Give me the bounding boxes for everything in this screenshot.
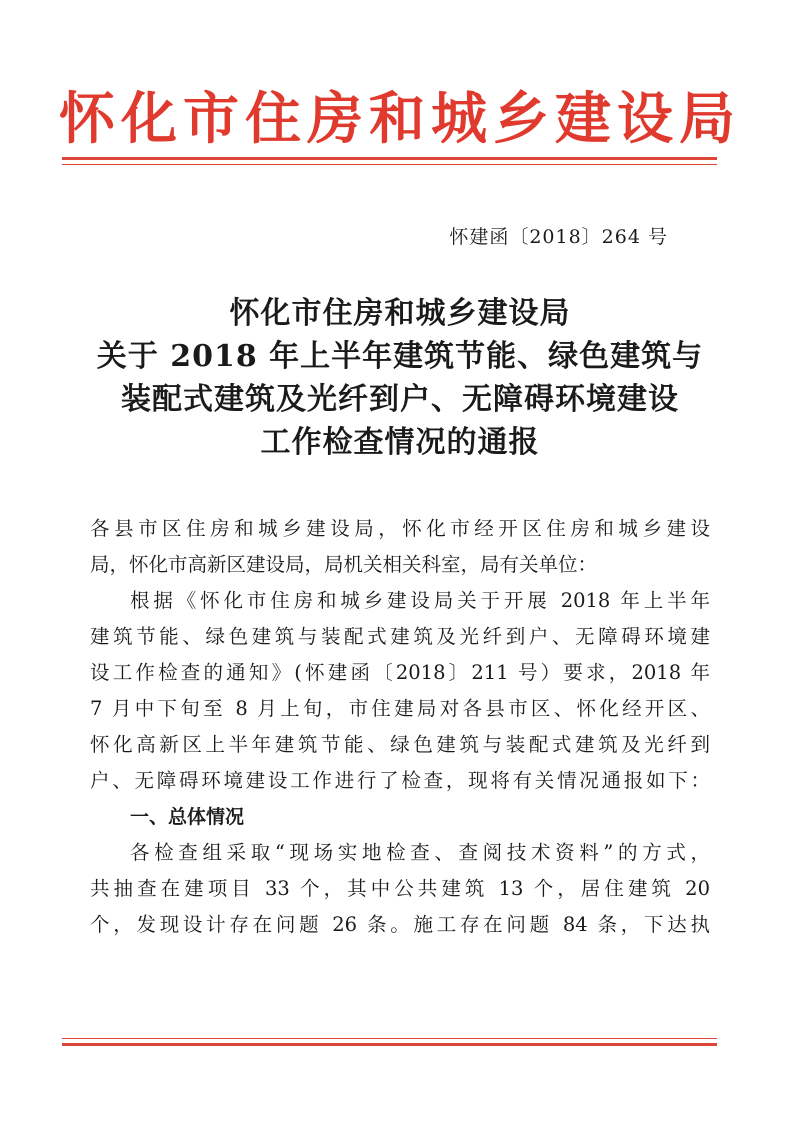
title-line: 关于 2018 年上半年建筑节能、绿色建筑与 — [96, 339, 704, 374]
paragraph-line: 户、无障碍环境建设工作进行了检查，现将有关情况通报如下： — [90, 769, 710, 792]
paragraph-line: 怀化高新区上半年建筑节能、绿色建筑与装配式建筑及光纤到 — [90, 733, 710, 756]
footer-rule-thin — [62, 1038, 717, 1039]
title-line: 装配式建筑及光纤到户、无障碍环境建设 — [121, 382, 679, 417]
addressee-line: 局，怀化市高新区建设局，局机关相关科室，局有关单位： — [90, 553, 598, 576]
document-title — [0, 292, 800, 464]
paragraph-line: 设工作检查的通知》(怀建函〔2018〕211 号）要求，2018 年 — [90, 661, 710, 684]
paragraph-line: 根据《怀化市住房和城乡建设局关于开展 2018 年上半年 — [130, 589, 710, 612]
paragraph-line: 个，发现设计存在问题 26 条。施工存在问题 84 条，下达执 — [90, 913, 710, 936]
letterhead-rule-thick — [62, 157, 717, 160]
addressee-line: 各县市区住房和城乡建设局，怀化市经开区住房和城乡建设 — [90, 517, 710, 540]
footer-rule-thick — [62, 1043, 717, 1046]
paragraph-line: 7 月中下旬至 8 月上旬，市住建局对各县市区、怀化经开区、 — [90, 697, 710, 720]
title-line: 怀化市住房和城乡建设局 — [229, 296, 571, 331]
letterhead-title: 怀化市住房和城乡建设局 — [59, 86, 741, 152]
paragraph-line: 各检查组采取“现场实地检查、查阅技术资料”的方式， — [130, 841, 710, 864]
title-line: 工作检查情况的通报 — [260, 425, 540, 460]
document-body — [90, 511, 710, 943]
paragraph-line: 共抽查在建项目 33 个，其中公共建筑 13 个，居住建筑 20 — [90, 877, 710, 900]
section-heading: 一、总体情况 — [130, 806, 245, 828]
paragraph-line: 建筑节能、绿色建筑与装配式建筑及光纤到户、无障碍环境建 — [90, 625, 710, 648]
document-number: 怀建函〔2018〕264 号 — [449, 226, 668, 248]
letterhead-rule-thin — [62, 164, 717, 165]
